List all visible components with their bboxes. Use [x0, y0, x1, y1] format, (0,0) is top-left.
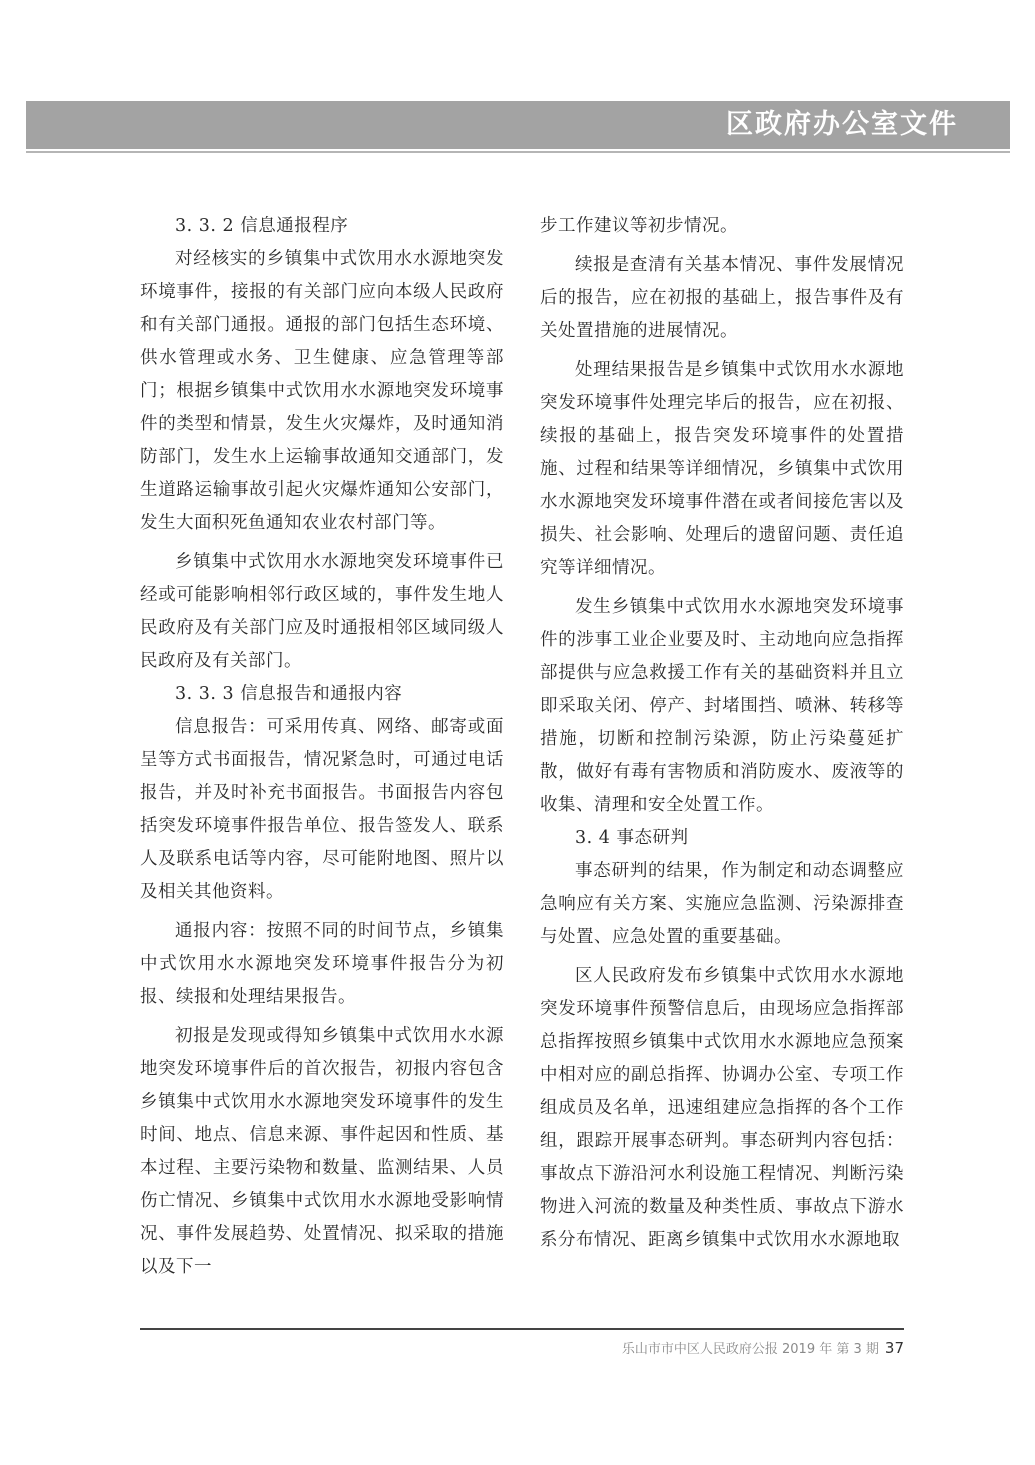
heading-3-4: 3. 4 事态研判: [575, 828, 689, 848]
right-column: [540, 210, 904, 1257]
page-footer: [622, 1337, 904, 1361]
paragraph: 初报是发现或得知乡镇集中式饮用水水源地突发环境事件后的首次报告，初报内容包含乡镇集中式饮用水水源地突发环境事件的发生时间、地点、信息来源、事件起因和性质、基本过程、主要污染物和数量、监测结果、人员伤亡情况、乡镇集中式饮用水水源地受影响情况、事件发展趋势、处置情况、拟采取的措施以及下一: [140, 1026, 504, 1277]
paragraph: 乡镇集中式饮用水水源地突发环境事件已经或可能影响相邻行政区域的，事件发生地人民政府及有关部门应及时通报相邻区域同级人民政府及有关部门。: [140, 552, 504, 671]
paragraph: 发生乡镇集中式饮用水水源地突发环境事件的涉事工业企业要及时、主动地向应急指挥部提供与应急救援工作有关的基础资料并且立即采取关闭、停产、封堵围挡、喷淋、转移等措施，切断和控制污染源，防止污染蔓延扩散，做好有毒有害物质和消防废水、废液等的收集、清理和安全处置工作。: [540, 597, 904, 815]
header-band: [26, 101, 1010, 149]
paragraph-continued: 步工作建议等初步情况。: [540, 216, 738, 236]
publication-info: 乐山市市中区人民政府公报 2019 年 第 3 期: [621, 1342, 879, 1357]
page-number: 37: [884, 1339, 904, 1357]
footer-rule: [140, 1328, 904, 1330]
paragraph: 对经核实的乡镇集中式饮用水水源地突发环境事件，接报的有关部门应向本级人民政府和有关部门通报。通报的部门包括生态环境、供水管理或水务、卫生健康、应急管理等部门；根据乡镇集中式饮用水水源地突发环境事件的类型和情景，发生火灾爆炸，及时通知消防部门，发生水上运输事故通知交通部门，发生道路运输事故引起火灾爆炸通知公安部门，发生大面积死鱼通知农业农村部门等。: [140, 249, 504, 533]
header-rule: [26, 151, 1010, 153]
paragraph: 通报内容：按照不同的时间节点，乡镇集中式饮用水水源地突发环境事件报告分为初报、续报和处理结果报告。: [140, 921, 504, 1007]
paragraph: 处理结果报告是乡镇集中式饮用水水源地突发环境事件处理完毕后的报告，应在初报、续报的基础上，报告突发环境事件的处置措施、过程和结果等详细情况，乡镇集中式饮用水水源地突发环境事件潜在或者间接危害以及损失、社会影响、处理后的遗留问题、责任追究等详细情况。: [540, 360, 904, 578]
heading-3-3-2: 3. 3. 2 信息通报程序: [175, 216, 349, 236]
paragraph: 信息报告：可采用传真、网络、邮寄或面呈等方式书面报告，情况紧急时，可通过电话报告，并及时补充书面报告。书面报告内容包括突发环境事件报告单位、报告签发人、联系人及联系电话等内容，尽可能附地图、照片以及相关其他资料。: [140, 717, 504, 902]
section-title: 区政府办公室文件: [726, 109, 958, 140]
paragraph: 续报是查清有关基本情况、事件发展情况后的报告，应在初报的基础上，报告事件及有关处置措施的进展情况。: [540, 255, 904, 341]
paragraph: 区人民政府发布乡镇集中式饮用水水源地突发环境事件预警信息后，由现场应急指挥部总指挥按照乡镇集中式饮用水水源地应急预案中相对应的副总指挥、协调办公室、专项工作组成员及名单，迅速组建应急指挥的各个工作组，跟踪开展事态研判。事态研判内容包括：事故点下游沿河水利设施工程情况、判断污染物进入河流的数量及种类性质、事故点下游水系分布情况、距离乡镇集中式饮用水水源地取: [540, 966, 904, 1250]
paragraph: 事态研判的结果，作为制定和动态调整应急响应有关方案、实施应急监测、污染源排查与处置、应急处置的重要基础。: [540, 861, 904, 947]
left-column: [140, 210, 504, 1284]
heading-3-3-3: 3. 3. 3 信息报告和通报内容: [175, 684, 403, 704]
